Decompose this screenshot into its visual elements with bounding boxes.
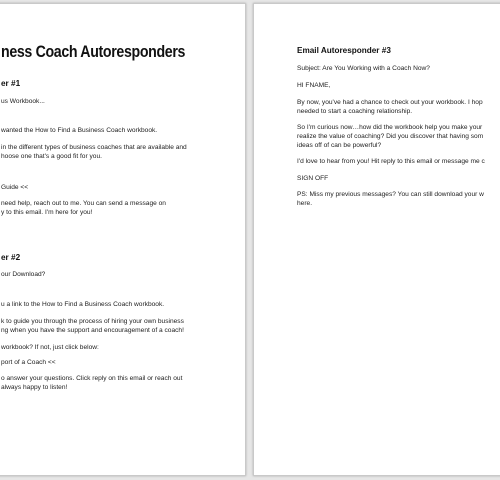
link-line[interactable]: port of a Coach << bbox=[1, 359, 56, 366]
link-line[interactable]: Guide << bbox=[1, 184, 29, 191]
paragraph-line: our Download? bbox=[1, 271, 46, 278]
right-document-page bbox=[253, 3, 500, 476]
paragraph-line: ng when you have the support and encouragement of a coach! bbox=[1, 327, 184, 334]
paragraph-line: always happy to listen! bbox=[1, 384, 68, 391]
paragraph-line: in the different types of business coaches that are available and bbox=[1, 144, 187, 151]
paragraph-line: need help, reach out to me. You can send a message on bbox=[1, 200, 166, 207]
paragraph-line: hoose one that's a good fit for you. bbox=[1, 153, 102, 160]
paragraph-line: So I'm curious now…how did the workbook help you make your bbox=[297, 124, 483, 131]
paragraph-line: PS: Miss my previous messages? You can still download your w bbox=[297, 191, 484, 198]
greeting-line: HI FNAME, bbox=[297, 82, 331, 89]
paragraph-line: here. bbox=[297, 200, 313, 207]
paragraph-line: o answer your questions. Click reply on this email or reach out bbox=[1, 375, 183, 382]
section-heading-3: Email Autoresponder #3 bbox=[297, 46, 391, 55]
paragraph-line: needed to start a coaching relationship. bbox=[297, 108, 413, 115]
paragraph-line: realize the value of coaching? Did you discover that having som bbox=[297, 133, 484, 140]
paragraph-line: u a link to the How to Find a Business Coach workbook. bbox=[1, 301, 165, 308]
paragraph-line: I'd love to hear from you! Hit reply to this email or message me c bbox=[297, 158, 485, 165]
section-heading-1: er #1 bbox=[1, 79, 21, 88]
left-document-page bbox=[0, 3, 246, 476]
paragraph-line: wanted the How to Find a Business Coach workbook. bbox=[1, 127, 158, 134]
paragraph-line: y to this email. I'm here for you! bbox=[1, 209, 93, 216]
sign-off-line: SIGN OFF bbox=[297, 175, 329, 182]
paragraph-line: k to guide you through the process of hiring your own business bbox=[1, 318, 184, 325]
paragraph-line: workbook? If not, just click below: bbox=[1, 344, 99, 351]
paragraph-line: By now, you've had a chance to check out your workbook. I hop bbox=[297, 99, 483, 106]
subject-line: Subject: Are You Working with a Coach Now? bbox=[297, 65, 430, 72]
paragraph-line: ideas off of can be powerful? bbox=[297, 142, 382, 149]
section-heading-2: er #2 bbox=[1, 253, 21, 262]
paragraph-line: us Workbook... bbox=[1, 98, 45, 105]
document-title: ness Coach Autoresponders bbox=[1, 43, 186, 61]
